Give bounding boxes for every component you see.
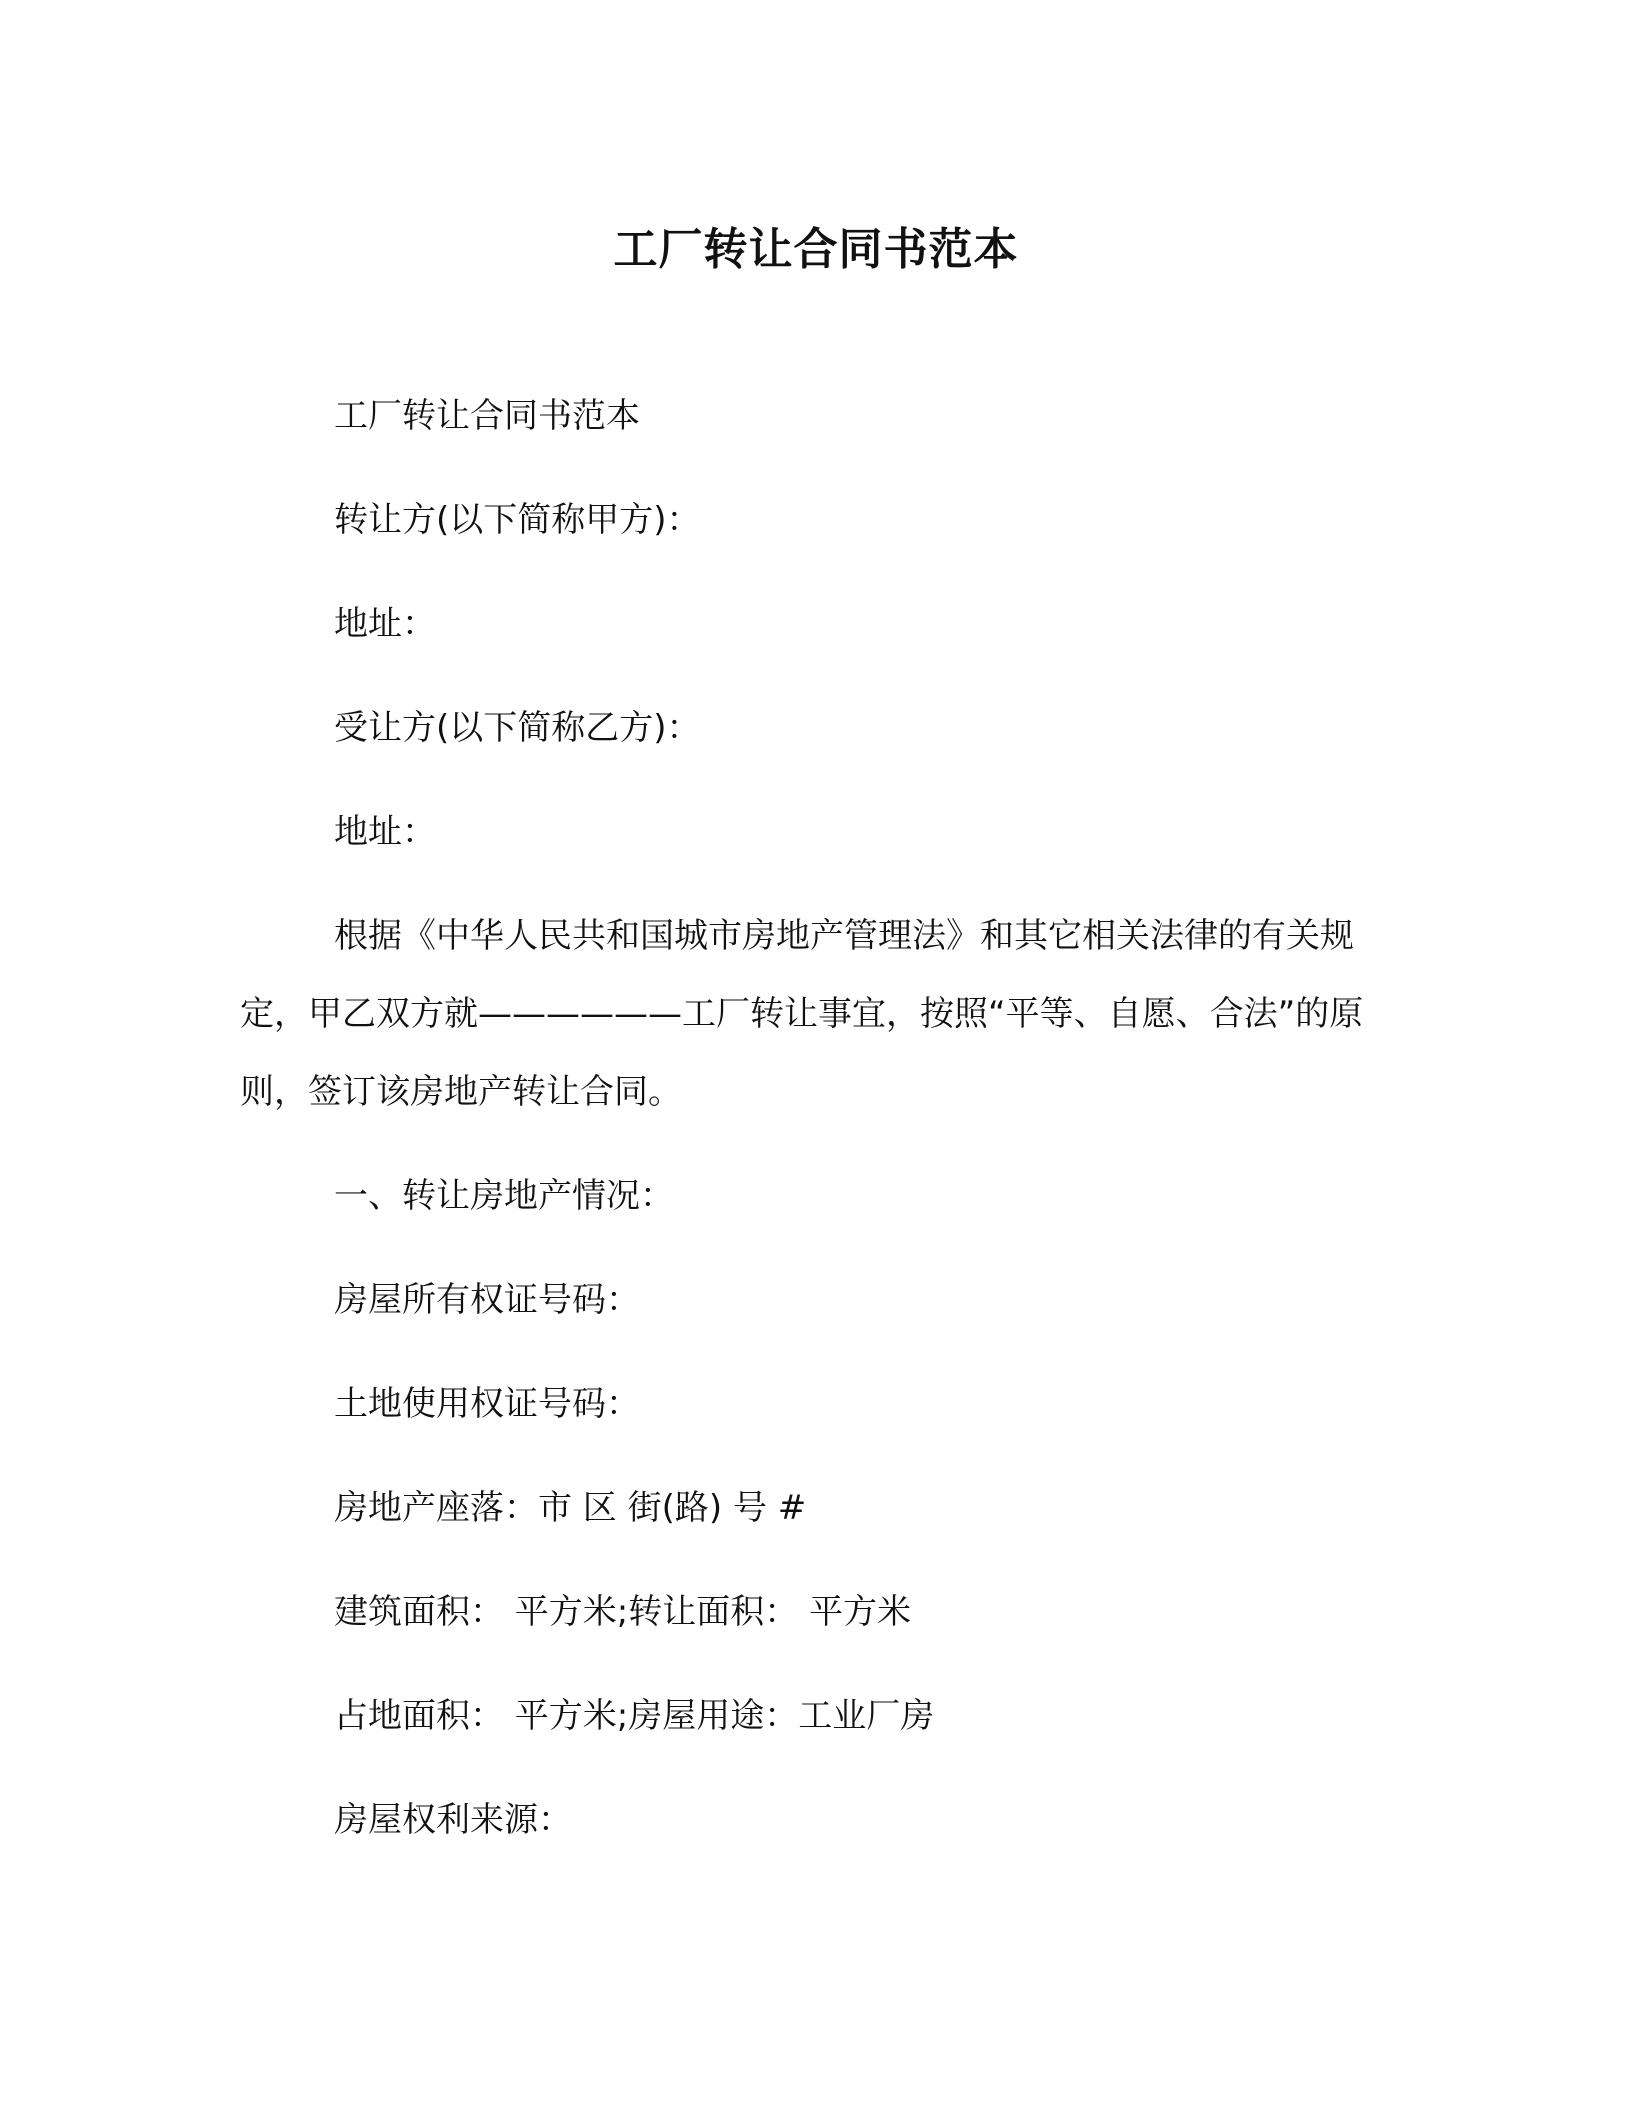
section-heading-property: 一、转让房地产情况：	[334, 1176, 674, 1216]
house-ownership-cert-label: 房屋所有权证号码：	[334, 1280, 640, 1320]
land-area-label: 占地面积： 平方米;房屋用途：工业厂房	[334, 1696, 935, 1736]
land-use-cert-label: 土地使用权证号码：	[334, 1384, 640, 1424]
document-body	[240, 390, 1390, 1898]
property-location-label: 房地产座落：市 区 街(路) 号 #	[334, 1488, 807, 1528]
ownership-source-label: 房屋权利来源：	[334, 1800, 572, 1840]
transferor-label: 转让方(以下简称甲方)：	[334, 500, 701, 540]
transferee-label: 受让方(以下简称乙方)：	[334, 708, 701, 748]
building-area-label: 建筑面积： 平方米;转让面积： 平方米	[334, 1592, 912, 1632]
transferor-address-label: 地址：	[334, 604, 436, 644]
document-title: 工厂转让合同书范本	[613, 224, 1019, 275]
legal-basis-paragraph: 根据《中华人民共和国城市房地产管理法》和其它相关法律的有关规定，甲乙双方就——————工厂转让事宜，按照“平等、自愿、合法”的原则，签订该房地产转让合同。	[240, 916, 1364, 1112]
transferee-address-label: 地址：	[334, 812, 436, 852]
subtitle-paragraph: 工厂转让合同书范本	[334, 396, 640, 436]
